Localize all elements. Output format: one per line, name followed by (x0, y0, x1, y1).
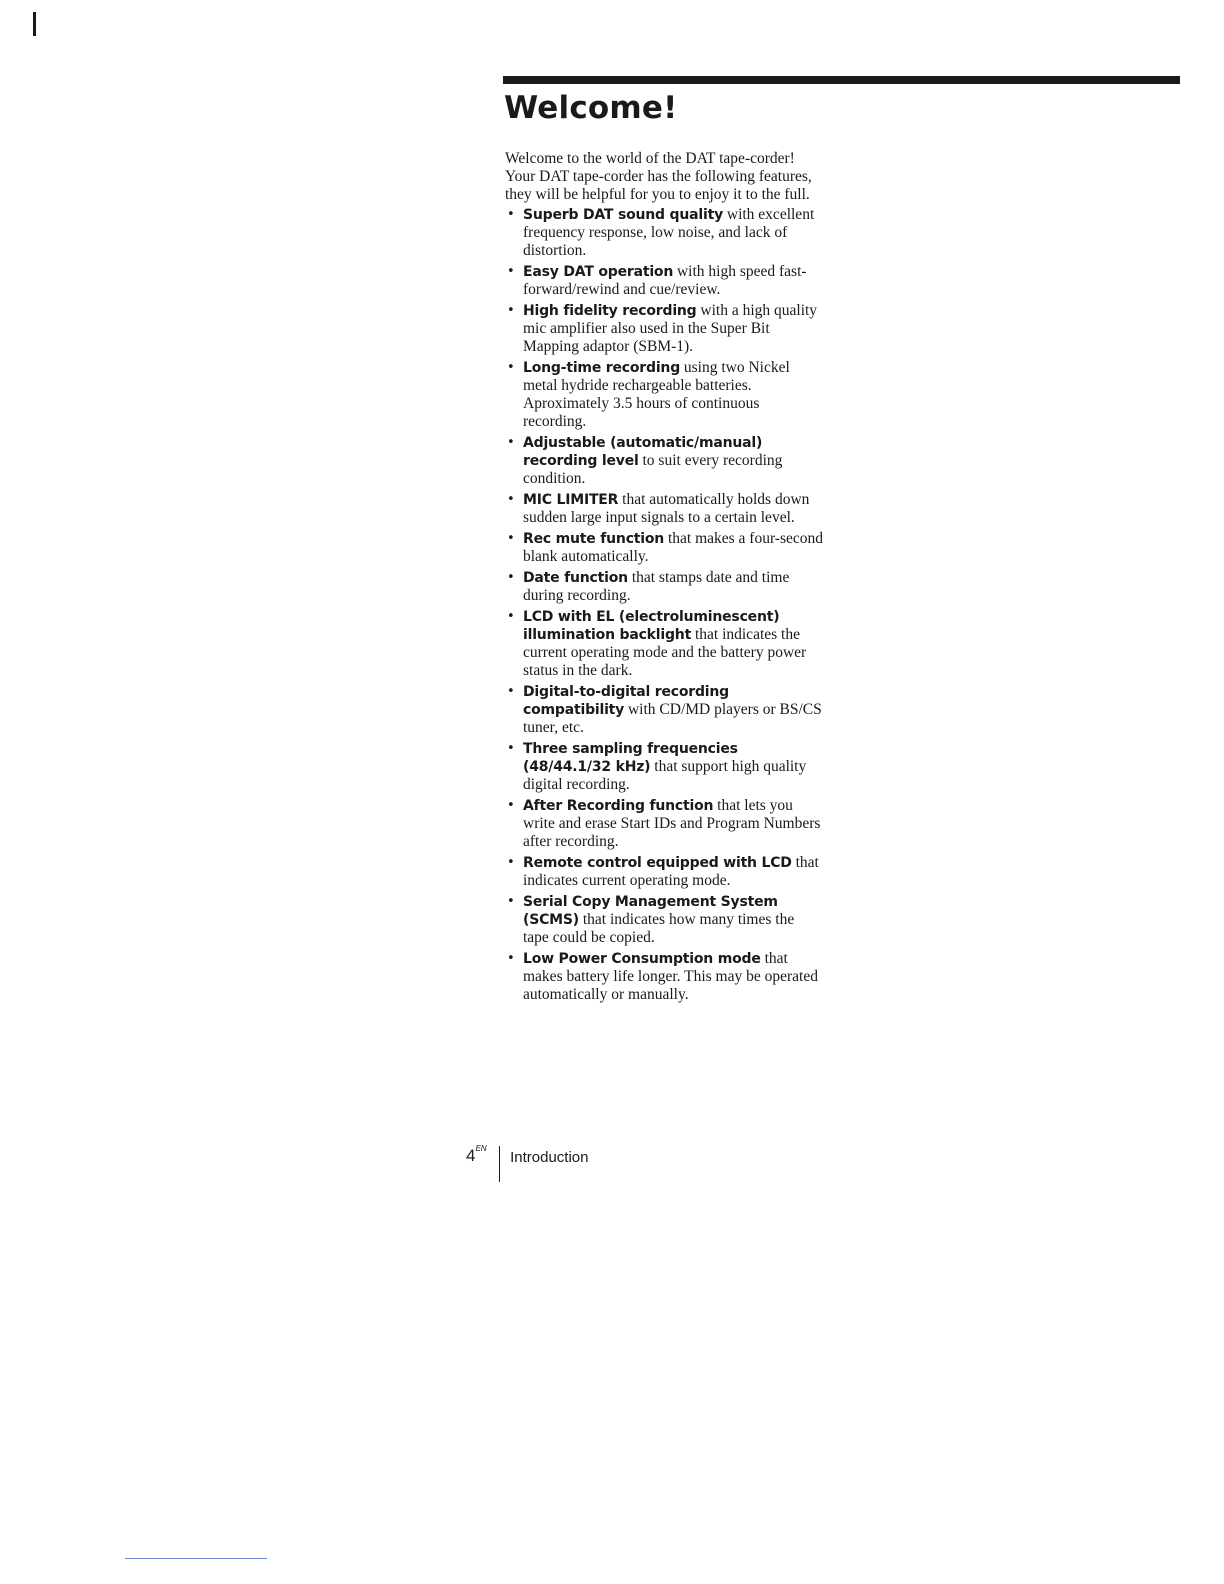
feature-description: that support high quality digital recording. (523, 758, 807, 793)
feature-description: using two Nickel metal hydride rechargeable batteries. Aproximately 3.5 hours of continuous recording. (523, 359, 790, 430)
feature-item (505, 434, 823, 488)
feature-description: that makes a four-second blank automatically. (523, 530, 824, 565)
feature-item (505, 491, 823, 527)
page-number (466, 1146, 487, 1166)
feature-name: Date function (523, 570, 628, 586)
feature-description: with excellent frequency response, low noise, and lack of distortion. (523, 206, 815, 259)
feature-name: LCD with EL (electroluminescent) illumination backlight (523, 609, 780, 643)
page-footer (466, 1146, 588, 1182)
feature-item (505, 569, 823, 605)
feature-name: Long-time recording (523, 360, 681, 376)
feature-name: Three sampling frequencies (48/44.1/32 kHz) (523, 741, 738, 775)
feature-item (505, 530, 823, 566)
feature-list (505, 206, 823, 1004)
feature-description: that indicates current operating mode. (523, 854, 819, 889)
feature-name: Serial Copy Management System (SCMS) (523, 894, 778, 928)
feature-description: that stamps date and time during recording. (523, 569, 790, 604)
feature-description: that lets you write and erase Start IDs and Program Numbers after recording. (523, 797, 821, 850)
section-name: Introduction (510, 1149, 589, 1166)
main-content (505, 150, 823, 1007)
bullet-icon: • (507, 360, 515, 375)
feature-name: MIC LIMITER (523, 492, 619, 508)
intro-paragraph: Your DAT tape-corder has the following features, they will be helpful for you to enjoy it to the full. (505, 168, 812, 203)
bullet-icon: • (507, 951, 515, 966)
feature-description: with high speed fast-forward/rewind and cue/review. (523, 263, 807, 298)
bullet-icon: • (507, 741, 515, 756)
feature-item (505, 302, 823, 356)
feature-description: to suit every recording condition. (523, 452, 783, 487)
bullet-icon: • (507, 531, 515, 546)
feature-description: that indicates how many times the tape could be copied. (523, 911, 795, 946)
bullet-icon: • (507, 435, 515, 450)
page-number-suffix: EN (475, 1144, 487, 1153)
feature-name: Rec mute function (523, 531, 665, 547)
crop-mark (33, 12, 36, 36)
bullet-icon: • (507, 492, 515, 507)
feature-description: with a high quality mic amplifier also used in the Super Bit Mapping adaptor (SBM-1). (523, 302, 818, 355)
feature-name: Digital-to-digital recording compatibility (523, 684, 729, 718)
page-number-value: 4 (466, 1146, 476, 1165)
bullet-icon: • (507, 264, 515, 279)
feature-item (505, 206, 823, 260)
footer-divider (499, 1146, 501, 1182)
feature-name: Low Power Consumption mode (523, 951, 761, 967)
bullet-icon: • (507, 798, 515, 813)
page-title: Welcome! (504, 90, 678, 126)
feature-item (505, 608, 823, 680)
bullet-icon: • (507, 207, 515, 222)
intro-paragraph: Welcome to the world of the DAT tape-corder! (505, 150, 795, 167)
feature-item (505, 263, 823, 299)
feature-item (505, 359, 823, 431)
bullet-icon: • (507, 894, 515, 909)
feature-item (505, 854, 823, 890)
feature-name: After Recording function (523, 798, 714, 814)
feature-item (505, 893, 823, 947)
bullet-icon: • (507, 855, 515, 870)
feature-item (505, 950, 823, 1004)
feature-description: that makes battery life longer. This may be operated automatically or manually. (523, 950, 818, 1003)
intro-text (505, 150, 823, 204)
feature-item (505, 740, 823, 794)
feature-item (505, 683, 823, 737)
feature-name: Remote control equipped with LCD (523, 855, 792, 871)
feature-name: High fidelity recording (523, 303, 697, 319)
feature-name: Adjustable (automatic/manual) recording level (523, 435, 763, 469)
bottom-rule (125, 1558, 267, 1559)
bullet-icon: • (507, 570, 515, 585)
feature-description: that indicates the current operating mode and the battery power status in the dark. (523, 626, 807, 679)
bullet-icon: • (507, 303, 515, 318)
feature-name: Easy DAT operation (523, 264, 674, 280)
title-rule (503, 76, 1180, 84)
bullet-icon: • (507, 609, 515, 624)
feature-description: that automatically holds down sudden large input signals to a certain level. (523, 491, 810, 526)
feature-item (505, 797, 823, 851)
feature-name: Superb DAT sound quality (523, 207, 723, 223)
feature-description: with CD/MD players or BS/CS tuner, etc. (523, 701, 822, 736)
bullet-icon: • (507, 684, 515, 699)
